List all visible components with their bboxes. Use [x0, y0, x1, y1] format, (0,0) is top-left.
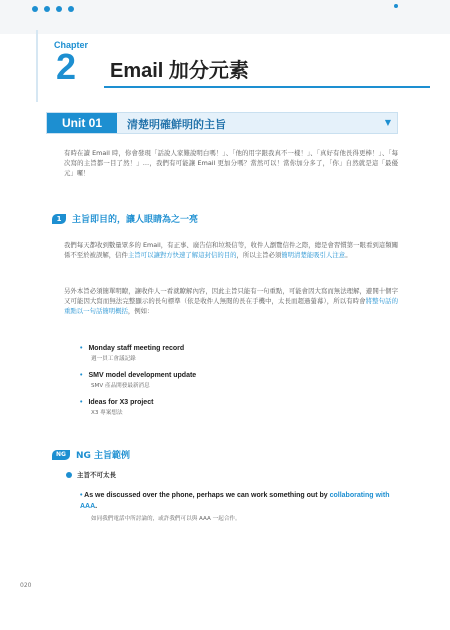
ring-icon: [68, 6, 74, 12]
example-zh: X3 專案想法: [91, 410, 123, 416]
list-item: [80, 399, 380, 416]
bullet-icon: •: [80, 399, 83, 406]
text-run: ，所以主旨必須: [236, 251, 282, 259]
text-run: 另外本旨必須簡單明瞭，讓收件人一看就瞭解內容，因此主旨只能有一句重點，可能會因大寫而無法理解，避開十個字又可能因大寫而無法完整顯示的長句標準（依是收件人無閱的長在手機中，太長而超過螢幕），所以有時會: [64, 287, 398, 305]
ring-icon: [56, 6, 62, 12]
example-en: Ideas for X3 project: [88, 399, 154, 406]
bullet-icon: •: [80, 492, 85, 499]
ng-example-zh: 如同我們電話中所討論的，或許我們可以與 AAA 一起合作。: [91, 516, 241, 522]
example-en: SMV model development update: [88, 372, 197, 379]
chapter-label: Chapter: [54, 40, 89, 50]
body-paragraph-1: [64, 240, 398, 260]
chapter-title: Email 加分元素: [110, 60, 249, 82]
chapter-divider: [104, 86, 430, 88]
section-heading: [52, 212, 198, 225]
unit-banner: [46, 112, 398, 134]
page-number: 020: [20, 582, 32, 589]
example-zh: SMV 產品開發最新消息: [91, 383, 150, 389]
chapter-header: [36, 30, 418, 102]
top-binding-bar: [0, 0, 450, 34]
list-item: [80, 372, 380, 389]
bullet-icon: •: [80, 345, 83, 352]
sub-heading: [66, 470, 116, 479]
list-item: [80, 345, 380, 362]
ring-icon: [32, 6, 38, 12]
highlight-text: 主旨可以讓對方快速了解這封信的目的: [127, 251, 237, 259]
bullet-icon: •: [80, 372, 83, 379]
unit-tag: Unit 01: [47, 113, 117, 133]
highlight-text: 簡明清楚能吸引人注意: [281, 251, 346, 259]
ng-icon: NG: [52, 450, 70, 460]
ring-icon: [44, 6, 50, 12]
text-run: .: [95, 503, 98, 510]
ng-example-en: [80, 490, 400, 512]
section-number: 1: [52, 214, 66, 224]
text-run: As we discussed over the phone, perhaps we can work something out by: [84, 492, 330, 499]
ng-example: [80, 490, 400, 522]
sub-heading-text: 主旨不可太長: [77, 471, 116, 479]
text-run: 。: [345, 251, 352, 259]
bullet-icon: [66, 472, 72, 478]
example-en: Monday staff meeting record: [88, 345, 185, 352]
dot-icon: [394, 4, 398, 8]
intro-paragraph: 有時在讀 Email 時，你會發現「話說人家難說明白嗎！」、「他的用字跟我真不一樣！」、「真好有他長得更棒！」、「每次寫的主旨都一目了然！」…，我們有可能讓 Email 更加分嗎？當然可以！當你加分多了，「你」自然就是這「最優元」囉！: [64, 149, 398, 177]
body-paragraph-2: [64, 286, 398, 316]
highlight-text: 將整句話的重點以一句話簡明概括: [64, 297, 398, 315]
ng-heading: [52, 448, 130, 461]
unit-title: 清楚明確鮮明的主旨: [127, 118, 226, 131]
example-zh: 週一員工會議記錄: [91, 356, 136, 362]
highlight-text: collaborating with AAA: [80, 492, 390, 510]
section-title: 主旨即目的，讓人眼睛為之一亮: [72, 215, 199, 225]
chapter-number: 2: [56, 46, 77, 87]
binding-rings: [32, 6, 74, 12]
ng-title: NG 主旨範例: [76, 451, 131, 461]
chevron-down-icon: ▼: [384, 118, 391, 127]
text-run: 我們每天都收到數量眾多的 Email，有正事、廣告信和垃圾信等，收件人瀏覽信件之際，總是會習慣第一眼看到這類關係不至於被誤解，信件: [64, 241, 398, 259]
example-list: [80, 345, 380, 426]
text-run: ，例如：: [127, 307, 154, 315]
